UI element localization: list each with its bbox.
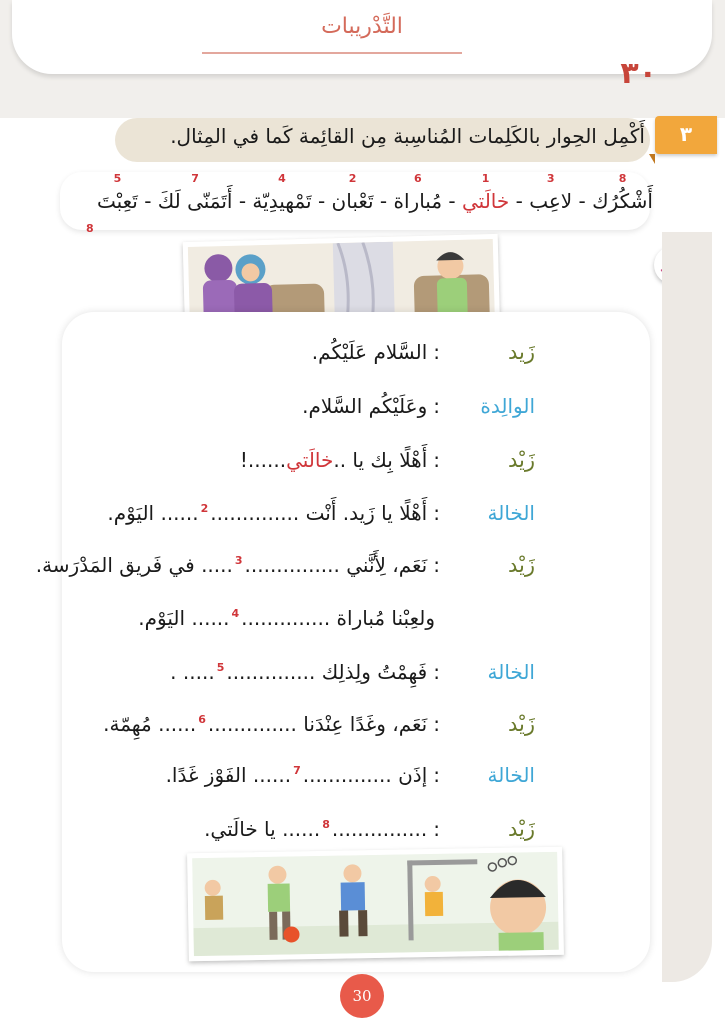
speaker-colon: : (433, 553, 440, 577)
dialog-text-after: ..... في فَريق المَدْرَسة. (35, 553, 233, 577)
word-list-number: 1 (481, 172, 490, 185)
dialog-line (170, 660, 535, 684)
dialog-text-before: أَهْلًا بِك يا .. (333, 448, 428, 472)
dialog-sentence: وعَلَيْكُم السَّلام. (302, 394, 428, 418)
dialog-text (103, 712, 427, 736)
word-list-item (592, 172, 653, 213)
dialog-text-before: فَهِمْتُ ولِذلِك .............. (226, 660, 428, 684)
word-list-number: 7 (191, 172, 199, 185)
word-list-item (157, 172, 233, 213)
word-separator: - (442, 189, 462, 213)
word-list-number: 8 (618, 172, 627, 185)
speaker-name: الخالة (487, 763, 535, 787)
word-list-extra-number: 8 (86, 222, 94, 235)
blank-number: 2 (200, 502, 209, 516)
blank-number: 4 (231, 607, 240, 621)
dialog-text (36, 553, 428, 577)
word-list-word: مُباراة (393, 189, 443, 213)
football-illustration (187, 847, 564, 962)
page-side-bar (662, 232, 712, 982)
speaker-name: زَيد (507, 340, 535, 364)
speaker-name: الخالة (487, 501, 535, 525)
dialog-text-before: ............... (331, 817, 428, 841)
header-card (12, 0, 712, 74)
speaker-name: زَيْد (507, 712, 535, 736)
speaker-colon: : (433, 817, 440, 841)
dialog-line (302, 394, 535, 418)
dialog-text (138, 606, 435, 630)
dialog-text-after: ..... . (170, 660, 215, 684)
dialog-text-after: ...... الفَوْز غَدًا. (165, 763, 292, 787)
dialog-text-after: ...... اليَوْم. (138, 606, 230, 630)
dialog-line (107, 501, 535, 525)
speaker-name: زَيْد (507, 553, 535, 577)
word-separator: - (572, 189, 593, 213)
blank-number: 8 (322, 818, 330, 832)
word-list-item (393, 172, 443, 213)
dialog-text (302, 394, 427, 418)
dialog-text (204, 817, 427, 841)
word-separator: - (311, 189, 332, 213)
speaker-colon: : (433, 763, 440, 787)
dialog-text-before: أَهْلًا يا زَيد. أَنْت .............. (210, 501, 428, 525)
word-list-number: 4 (278, 172, 286, 185)
blank-number: 7 (293, 764, 301, 778)
word-list-number: 3 (546, 172, 555, 185)
word-list-word: أَشْكُرُك (592, 189, 653, 213)
dialog-text (107, 501, 427, 525)
dialog-line (36, 553, 535, 577)
dialog-text-after: ...... يا خالَتي. (204, 817, 321, 841)
word-list-word: تَمْهيدِيّة (252, 189, 312, 213)
blank-number: 5 (216, 661, 225, 675)
speaker-colon: : (433, 712, 440, 736)
speaker-colon: : (433, 394, 440, 418)
word-separator: - (509, 189, 530, 213)
dialog-text-after: ......! (239, 448, 287, 472)
word-list-item (529, 172, 573, 213)
word-list-item (461, 172, 510, 213)
dialog-line (204, 817, 535, 841)
section-title: التَّدْريبات (321, 14, 403, 39)
dialog-line (312, 340, 535, 364)
dialog-sentence: السَّلام عَلَيْكُم. (311, 340, 428, 364)
blank-number: 3 (234, 554, 243, 568)
dialog-text-before: نَعَم، لِأَنَّني ............... (244, 553, 428, 577)
dialog-text-before: إذَن .............. (302, 763, 428, 787)
exercise-instruction: أَكْمِل الحِوار بالكَلِمات المُناسِبة مِن القائِمة كَما في المِثال. (170, 124, 645, 148)
dialog-text (240, 448, 427, 472)
dialog-text (170, 660, 427, 684)
dialog-line (103, 712, 535, 736)
dialog-line (166, 763, 535, 787)
word-list-item (96, 172, 138, 213)
speaker-name: الخالة (487, 660, 535, 684)
exercise-tab (655, 116, 717, 154)
speaker-colon: : (433, 660, 440, 684)
word-list-word: خالَتي (461, 189, 510, 213)
word-list-word: تَعِبْتَ (96, 189, 138, 213)
dialog-line (240, 448, 535, 472)
dialog-text (166, 763, 428, 787)
dialog-text-after: ...... مُهِمّة. (103, 712, 197, 736)
word-list-word: تَعْبان (331, 189, 374, 213)
word-list-number: 6 (413, 172, 422, 185)
speaker-colon: : (433, 448, 440, 472)
speaker-colon: : (433, 340, 440, 364)
dialog-text-after: ...... اليَوْم. (107, 501, 199, 525)
dialog-text-before: ولعِبْنا مُباراة .............. (241, 606, 435, 630)
word-separator: - (232, 189, 253, 213)
word-list (96, 172, 653, 213)
word-separator: - (137, 189, 158, 213)
speaker-colon: : (433, 501, 440, 525)
exercise-number: ٣ (679, 122, 693, 146)
speaker-name: الوالِدة (480, 394, 535, 418)
speaker-name: زَيْد (507, 448, 535, 472)
example-answer: خالَتي (286, 448, 334, 472)
word-list-word: لاعِب (529, 189, 573, 213)
word-list-number: 2 (348, 172, 357, 185)
word-list-item (252, 172, 312, 213)
word-separator: - (373, 189, 394, 213)
unit-number: ٣٠ (620, 56, 657, 91)
dialog-text (312, 340, 427, 364)
word-list-word: أَتَمَنّى لَكَ (157, 189, 233, 213)
page-number: 30 (340, 974, 384, 1018)
speaker-name: زَيْد (507, 817, 535, 841)
dialog-text-before: نَعَم، وغَدًا عِنْدَنا .............. (207, 712, 428, 736)
dialog-line (138, 606, 435, 630)
word-list-item (331, 172, 374, 213)
blank-number: 6 (198, 713, 206, 727)
word-list-number: 5 (113, 172, 122, 185)
title-underline (202, 52, 462, 54)
